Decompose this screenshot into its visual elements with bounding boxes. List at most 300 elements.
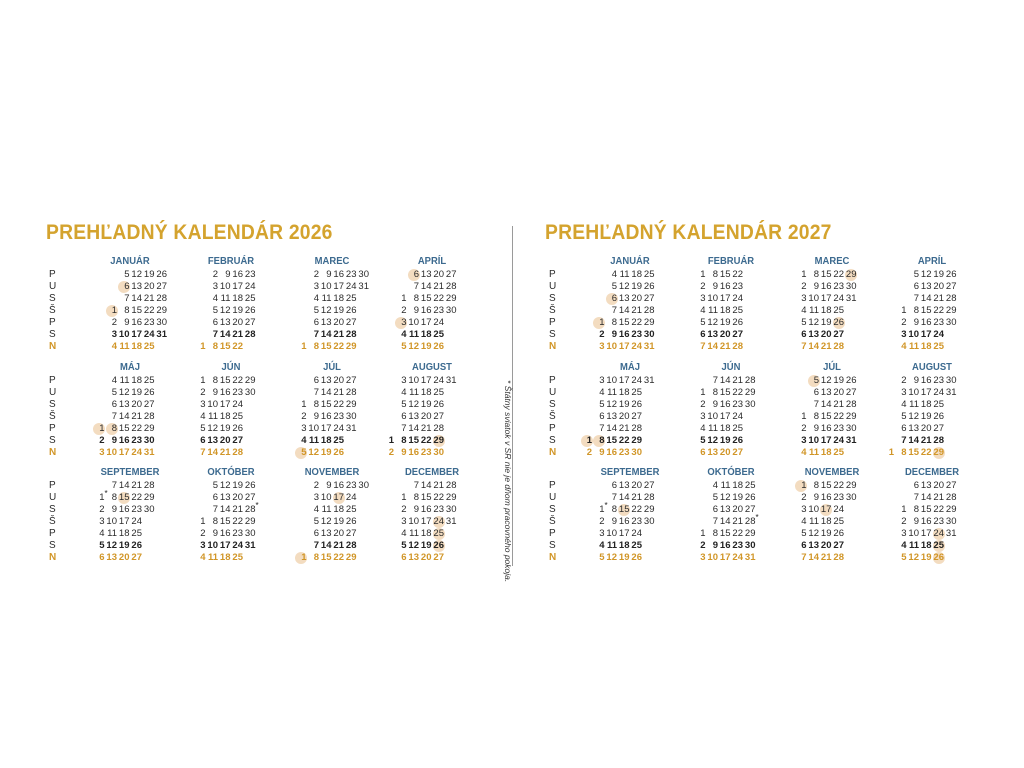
day-number: 11 [408, 329, 419, 340]
day-number: 7 [712, 516, 718, 527]
day-number: 12 [808, 317, 819, 328]
day-number: 2 [313, 269, 319, 280]
day-number: 3 [313, 492, 319, 503]
weekday-label: S [549, 329, 556, 340]
day-number: 1 [901, 504, 907, 515]
day-number: 26 [433, 341, 444, 352]
day-number: 23 [131, 435, 142, 446]
weekday-label: N [49, 447, 57, 458]
day-number: 6 [913, 281, 919, 292]
day-number: 26 [732, 435, 743, 446]
day-number: 30 [358, 269, 369, 280]
day-number: 7 [813, 399, 819, 410]
day-number: 9 [413, 305, 419, 316]
day-number: 28 [433, 423, 444, 434]
day-number: 18 [820, 305, 832, 316]
weekday-label: U [549, 281, 557, 292]
day-number: 26 [345, 305, 357, 316]
day-number: 20 [618, 411, 630, 422]
month-name: JANUÁR [610, 255, 650, 267]
weekday-label: P [549, 269, 556, 280]
day-number: 19 [618, 552, 630, 563]
day-number: 8 [212, 516, 218, 527]
day-number: 20 [631, 480, 642, 491]
day-number: 26 [143, 387, 155, 398]
day-number: 30 [945, 375, 957, 386]
day-number: 27 [643, 293, 655, 304]
month-name: APRÍL [917, 255, 947, 267]
day-number: 16 [408, 447, 419, 458]
day-number: 11 [708, 423, 718, 434]
day-number: 22 [131, 492, 142, 503]
month-block [882, 466, 982, 566]
day-number: 4 [801, 305, 807, 316]
day-number: 10 [408, 516, 419, 527]
day-number: 10 [408, 375, 419, 386]
day-number: 25 [933, 341, 944, 352]
day-number: 4 [901, 540, 907, 551]
day-number: 2 [401, 504, 407, 515]
month-block [580, 466, 680, 566]
weekday-label: S [49, 329, 56, 340]
day-number: 21 [232, 329, 243, 340]
weekday-label: P [549, 423, 556, 434]
day-number: 13 [106, 552, 117, 563]
day-number: 6 [124, 281, 130, 292]
weekday-label: P [49, 317, 56, 328]
month-block [80, 361, 180, 461]
day-number: 19 [719, 435, 731, 446]
day-number: 10 [908, 329, 919, 340]
month-name: JÚL [823, 361, 841, 373]
day-number: 15 [908, 447, 919, 458]
day-number: 30 [156, 317, 167, 328]
day-number: 14 [219, 329, 231, 340]
day-number: 11 [220, 293, 231, 304]
day-number: 24 [433, 317, 444, 328]
day-number: 7 [111, 480, 117, 491]
day-number: 10 [606, 375, 617, 386]
day-number: 9 [913, 375, 919, 386]
day-number: 6 [700, 329, 706, 340]
day-number: 18 [732, 480, 743, 491]
day-number: 23 [833, 281, 844, 292]
day-number: 10 [207, 540, 218, 551]
day-number: 23 [345, 480, 357, 491]
day-number: 17 [719, 411, 731, 422]
day-number: 28 [643, 305, 655, 316]
day-number: 1 [901, 305, 907, 316]
day-number: 11 [208, 411, 218, 422]
month-block [681, 255, 781, 355]
day-number: 18 [333, 504, 344, 515]
day-number: 17 [618, 528, 630, 539]
day-number: 12 [106, 540, 117, 551]
day-number: 1 [700, 387, 706, 398]
day-number: 27 [433, 552, 444, 563]
month-name: FEBRUÁR [707, 255, 755, 267]
month-name: OKTÓBER [707, 466, 755, 478]
day-number: 28 [345, 540, 357, 551]
day-number: 3 [801, 435, 807, 446]
day-number: 17 [618, 341, 630, 352]
day-number: 24 [131, 447, 142, 458]
weekday-label: U [49, 387, 57, 398]
day-number: 10 [908, 528, 919, 539]
day-number: 20 [219, 435, 231, 446]
day-number: 8 [913, 305, 919, 316]
day-number: 6 [611, 293, 617, 304]
day-number: 18 [920, 540, 932, 551]
day-number: 1 [200, 516, 206, 527]
day-number: 2 [212, 269, 218, 280]
day-number: 6 [599, 411, 605, 422]
day-number: 20 [732, 504, 743, 515]
day-number: 20 [420, 411, 432, 422]
day-number: 11 [107, 528, 117, 539]
day-number: 23 [732, 540, 743, 551]
day-number: 20 [933, 480, 944, 491]
day-number: 31 [744, 552, 756, 563]
day-number: 14 [920, 492, 932, 503]
day-number: 2 [700, 540, 706, 551]
day-number: 30 [445, 305, 457, 316]
day-number: 27 [232, 435, 243, 446]
day-number: 11 [308, 435, 319, 446]
day-number: 21 [143, 293, 155, 304]
day-number: 22 [631, 317, 642, 328]
day-number: 30 [244, 387, 256, 398]
day-number: 9 [712, 399, 718, 410]
day-number: 17 [232, 281, 243, 292]
day-number: 6 [99, 552, 105, 563]
day-number: 14 [618, 305, 630, 316]
day-number: 7 [611, 492, 617, 503]
day-number: 3 [700, 293, 706, 304]
weekday-label: S [549, 504, 556, 515]
weekday-label: U [549, 492, 557, 503]
day-number: 5 [401, 341, 407, 352]
day-number: 8 [212, 341, 218, 352]
day-number: 7 [124, 293, 130, 304]
day-number: 2 [599, 329, 605, 340]
day-number: 14 [118, 411, 130, 422]
day-number: 14 [131, 293, 142, 304]
day-number: 28 [945, 492, 957, 503]
day-number: 12 [408, 399, 419, 410]
day-number: 25 [631, 540, 642, 551]
day-number: 13 [618, 480, 630, 491]
day-number: 7 [712, 375, 718, 386]
day-number: 17 [219, 540, 231, 551]
day-number: 1 [301, 552, 307, 563]
weekday-label: N [549, 447, 557, 458]
day-number: 10 [707, 552, 718, 563]
day-number: 27 [156, 281, 167, 292]
day-number: 15 [118, 492, 130, 503]
day-number: 11 [908, 341, 919, 352]
day-number: 27 [244, 317, 256, 328]
day-number: 3 [200, 540, 206, 551]
day-number: 23 [232, 387, 243, 398]
day-number: 21 [732, 516, 743, 527]
day-number: 8 [413, 492, 419, 503]
day-number: 26 [933, 411, 944, 422]
day-number: 12 [320, 305, 332, 316]
day-number: 19 [933, 269, 944, 280]
day-number: 29 [244, 516, 256, 527]
day-number: 30 [358, 480, 369, 491]
day-number: 9 [326, 269, 332, 280]
day-number: 8 [813, 480, 819, 491]
weekday-label: S [49, 399, 56, 410]
day-number: 25 [433, 528, 444, 539]
day-number: 20 [920, 423, 932, 434]
day-number: 25 [345, 293, 357, 304]
day-number: 25 [131, 528, 142, 539]
day-number: 30 [845, 492, 857, 503]
day-number: 19 [320, 447, 332, 458]
day-number: 20 [118, 552, 130, 563]
day-number: 27 [131, 552, 142, 563]
day-number: 10 [207, 399, 218, 410]
day-number: 16 [420, 305, 432, 316]
day-number: 1 [599, 317, 605, 328]
day-number: 9 [813, 492, 819, 503]
day-number: 20 [420, 552, 432, 563]
day-number: 17 [820, 293, 832, 304]
day-number: 10 [908, 387, 919, 398]
day-number: 29 [156, 305, 167, 316]
day-number: 18 [420, 387, 432, 398]
weekday-label: S [549, 540, 556, 551]
day-number: 1 [388, 435, 394, 446]
day-number: 25 [345, 504, 357, 515]
day-number: 21 [719, 341, 731, 352]
day-number: 25 [833, 447, 844, 458]
day-number: 15 [719, 387, 731, 398]
day-number: 15 [118, 423, 130, 434]
day-number: 25 [631, 387, 642, 398]
day-number: 22 [920, 447, 932, 458]
day-number: 4 [599, 387, 605, 398]
day-number: 3 [313, 281, 319, 292]
day-number: 30 [744, 399, 756, 410]
day-number: 11 [606, 540, 617, 551]
day-number: 21 [933, 492, 944, 503]
day-number: 28 [345, 387, 357, 398]
day-number: 2 [599, 516, 605, 527]
day-number: 27 [744, 504, 756, 515]
day-number: 19 [131, 387, 142, 398]
day-number: 22 [933, 305, 944, 316]
month-name: SEPTEMBER [100, 466, 160, 478]
day-number: 8 [313, 341, 319, 352]
day-number: 13 [707, 447, 718, 458]
day-number: 5 [599, 552, 605, 563]
day-number: 8 [599, 435, 605, 446]
day-number: 2 [901, 516, 907, 527]
day-number: 30 [143, 504, 155, 515]
day-number: 2 [313, 480, 319, 491]
day-number: 27 [945, 480, 957, 491]
day-number: 29 [845, 411, 857, 422]
day-number: 1 [586, 435, 592, 446]
day-number: 16 [618, 329, 630, 340]
day-number: 19 [920, 411, 932, 422]
day-number: 23 [131, 504, 142, 515]
day-number: 16 [131, 317, 142, 328]
day-number: 29 [945, 305, 957, 316]
day-number: 3 [901, 387, 907, 398]
day-number: 24 [232, 399, 243, 410]
day-number: 14 [420, 281, 432, 292]
day-number: 29 [643, 317, 655, 328]
day-number: 23 [232, 528, 243, 539]
day-number: 4 [401, 329, 407, 340]
day-number: 18 [131, 375, 142, 386]
month-block [382, 255, 482, 355]
day-number: 27 [732, 329, 743, 340]
day-number: 15 [131, 305, 142, 316]
weekday-label: U [549, 387, 557, 398]
day-number: 8 [111, 492, 117, 503]
day-number: 9 [111, 435, 117, 446]
day-number: 26 [643, 281, 655, 292]
day-number: 20 [131, 399, 142, 410]
day-number: 21 [232, 504, 243, 515]
day-number: 5 [401, 399, 407, 410]
day-number: 17 [920, 528, 932, 539]
day-number: 10 [606, 341, 617, 352]
day-number: 5 [599, 399, 605, 410]
day-number: 11 [809, 516, 819, 527]
day-number: 11 [409, 387, 419, 398]
day-number: 8 [611, 504, 617, 515]
day-number: 29 [143, 423, 155, 434]
day-number: 13 [219, 317, 231, 328]
day-number: 8 [813, 411, 819, 422]
day-number: 9 [401, 447, 407, 458]
day-number: 26 [131, 540, 142, 551]
day-number: 25 [433, 387, 444, 398]
day-number: 3 [212, 281, 218, 292]
day-number: 5 [111, 387, 117, 398]
day-number: 5 [801, 317, 807, 328]
day-number: 21 [631, 305, 642, 316]
day-number: 17 [118, 447, 130, 458]
day-number: 19 [833, 375, 844, 386]
day-number: 15 [320, 552, 332, 563]
day-number: 31 [945, 528, 957, 539]
day-number: 6 [801, 540, 807, 551]
holiday-asterisk: * [104, 489, 108, 498]
day-number: 6 [413, 269, 419, 280]
day-number: 15 [320, 399, 332, 410]
day-number: 23 [933, 516, 944, 527]
day-number: 26 [945, 269, 957, 280]
day-number: 19 [631, 281, 642, 292]
day-number: 26 [232, 423, 243, 434]
day-number: 14 [808, 552, 819, 563]
day-number: 5 [212, 480, 218, 491]
weekday-label: S [549, 435, 556, 446]
day-number: 6 [212, 492, 218, 503]
day-number: 29 [744, 528, 756, 539]
day-number: 23 [631, 329, 642, 340]
day-number: 6 [313, 375, 319, 386]
day-number: 5 [901, 552, 907, 563]
weekday-label: S [49, 435, 56, 446]
day-number: 5 [124, 269, 130, 280]
day-number: 13 [920, 281, 932, 292]
day-number: 20 [833, 387, 844, 398]
month-block [181, 361, 281, 461]
day-number: 17 [719, 293, 731, 304]
day-number: 28 [945, 293, 957, 304]
month-name: MÁJ [620, 361, 640, 373]
month-block [580, 255, 680, 355]
day-number: 18 [719, 305, 731, 316]
day-number: 22 [631, 504, 642, 515]
day-number: 13 [320, 317, 332, 328]
day-number: 30 [643, 329, 655, 340]
day-number: 5 [813, 375, 819, 386]
day-number: 12 [908, 552, 919, 563]
day-number: 7 [901, 435, 907, 446]
day-number: 31 [945, 387, 957, 398]
day-number: 23 [732, 399, 743, 410]
month-block [282, 361, 382, 461]
day-number: 11 [409, 528, 419, 539]
day-number: 21 [820, 552, 832, 563]
day-number: 7 [111, 411, 117, 422]
day-number: 4 [801, 516, 807, 527]
day-number: 2 [401, 305, 407, 316]
day-number: 18 [118, 528, 130, 539]
day-number: 17 [920, 329, 932, 340]
day-number: 27 [732, 447, 743, 458]
day-number: 1 [599, 504, 605, 515]
holiday-asterisk: * [755, 513, 759, 522]
day-number: 15 [820, 480, 832, 491]
weekday-label: P [549, 528, 556, 539]
day-number: 30 [433, 447, 444, 458]
day-number: 25 [143, 375, 155, 386]
day-number: 11 [119, 341, 130, 352]
month-name: AUGUST [412, 361, 452, 373]
day-number: 12 [820, 375, 832, 386]
day-number: 13 [618, 293, 630, 304]
month-block [580, 361, 680, 461]
day-number: 28 [156, 293, 167, 304]
day-number: 28 [143, 411, 155, 422]
holiday-asterisk: * [255, 501, 259, 510]
day-number: 2 [801, 492, 807, 503]
day-number: 4 [901, 341, 907, 352]
month-name: NOVEMBER [304, 466, 360, 478]
day-number: 4 [111, 375, 117, 386]
day-number: 13 [408, 411, 419, 422]
day-number: 25 [732, 305, 743, 316]
day-number: 21 [833, 399, 844, 410]
day-number: 29 [744, 387, 756, 398]
day-number: 23 [631, 516, 642, 527]
day-number: 5 [700, 435, 706, 446]
month-block [681, 361, 781, 461]
day-number: 25 [933, 399, 944, 410]
day-number: 10 [118, 329, 130, 340]
